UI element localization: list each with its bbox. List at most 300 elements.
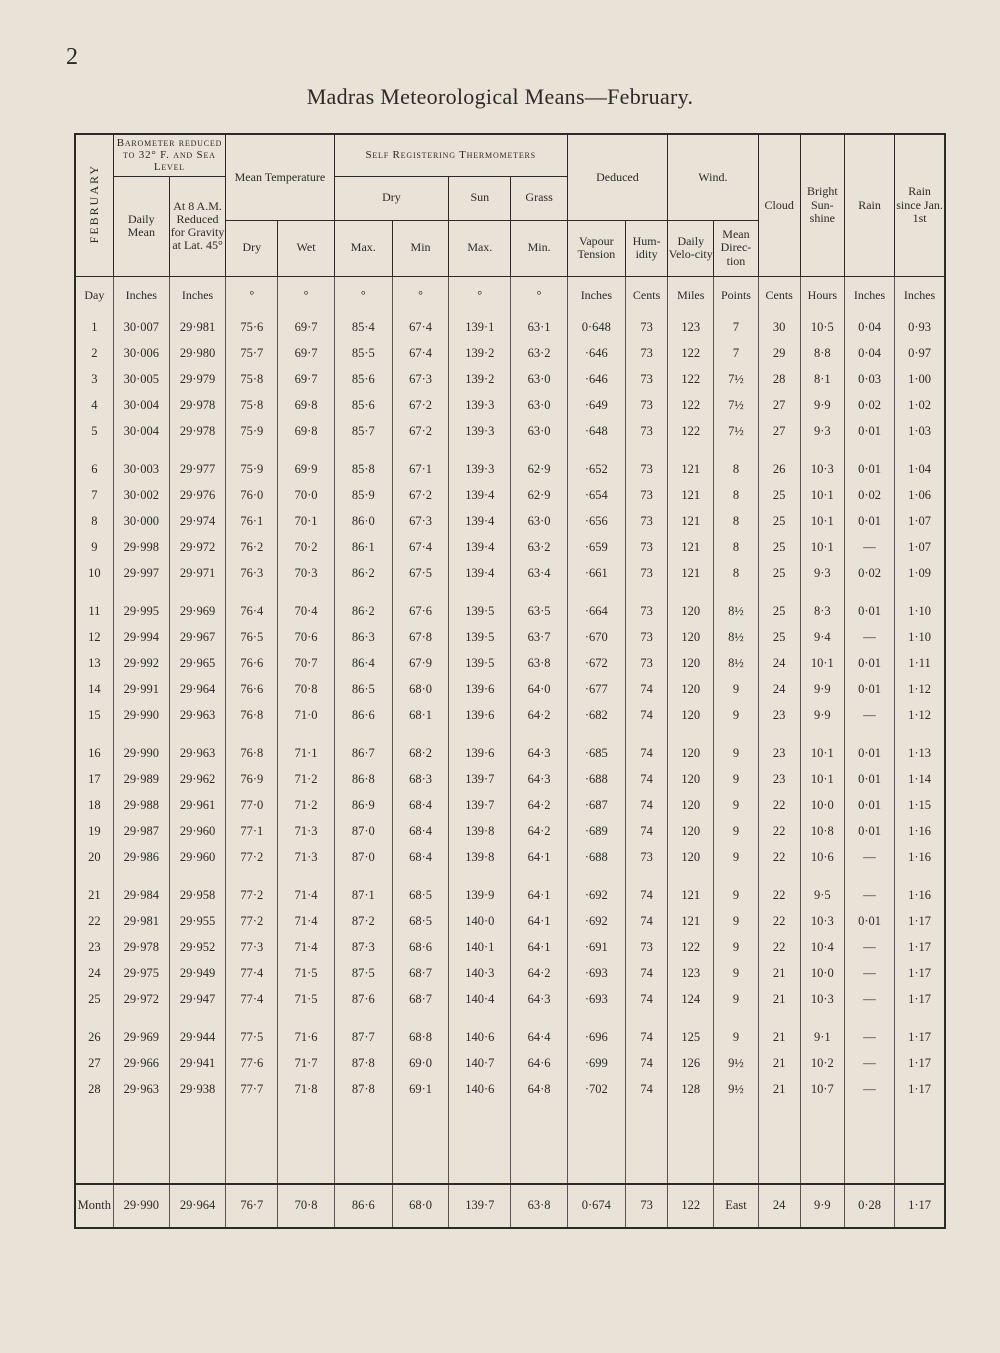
table-cell: Cents	[758, 276, 800, 315]
table-cell: 70·0	[278, 483, 334, 509]
table-cell: ·693	[567, 987, 625, 1025]
table-cell: 62·9	[511, 457, 567, 483]
table-cell: 71·3	[278, 819, 334, 845]
table-cell: 124	[668, 987, 714, 1025]
table-cell: 64·2	[511, 703, 567, 741]
table-cell: 1·16	[895, 883, 945, 909]
table-cell: 120	[668, 703, 714, 741]
table-cell: 75·9	[226, 419, 278, 457]
table-cell: 74	[625, 987, 667, 1025]
table-cell: 69·7	[278, 367, 334, 393]
table-cell: Day	[84, 288, 105, 302]
table-cell: 70·7	[278, 651, 334, 677]
table-cell: Month	[75, 1184, 113, 1228]
table-cell: 63·4	[511, 561, 567, 599]
table-cell: 140·4	[449, 987, 511, 1025]
table-cell: —	[844, 883, 894, 909]
table-cell: 29·990	[113, 703, 169, 741]
table-cell: 28	[88, 1082, 101, 1096]
table-cell: 73	[625, 509, 667, 535]
table-cell: 64·2	[511, 819, 567, 845]
table-cell: —	[844, 703, 894, 741]
table-row	[75, 599, 945, 625]
table-cell: 1·10	[895, 625, 945, 651]
table-cell: 29·971	[169, 561, 225, 599]
table-row	[75, 987, 945, 1025]
table-cell: 71·6	[278, 1025, 334, 1051]
table-cell: 29·938	[169, 1077, 225, 1103]
table-cell: 87·8	[334, 1077, 392, 1103]
table-cell: 29·975	[113, 961, 169, 987]
table-cell: 30·006	[113, 341, 169, 367]
table-cell: 73	[625, 393, 667, 419]
table-cell: 86·8	[334, 767, 392, 793]
table-cell: 71·5	[278, 961, 334, 987]
empty-cell	[668, 1103, 714, 1184]
table-cell: 87·8	[334, 1051, 392, 1077]
table-cell: 140·3	[449, 961, 511, 987]
header-sun: Sun	[449, 176, 511, 220]
header-grass: Grass	[511, 176, 567, 220]
table-cell: 30·003	[113, 457, 169, 483]
table-cell: 121	[668, 561, 714, 599]
table-cell: 23	[758, 767, 800, 793]
header-vapour: Vapour Tension	[567, 220, 625, 276]
table-cell: 77·5	[226, 1025, 278, 1051]
empty-cell	[75, 1103, 113, 1184]
header-velocity: Daily Velo-city	[668, 220, 714, 276]
table-cell: 67·4	[392, 315, 448, 341]
table-cell: 29·988	[113, 793, 169, 819]
table-cell: 22	[758, 845, 800, 883]
table-cell: °	[511, 276, 567, 315]
table-cell: 69·1	[392, 1077, 448, 1103]
table-cell: 0·01	[844, 767, 894, 793]
table-cell: 29·972	[113, 987, 169, 1025]
table-cell: 67·2	[392, 419, 448, 457]
table-cell: 14	[88, 682, 101, 696]
table-cell: 1·15	[895, 793, 945, 819]
table-cell: 9	[714, 741, 758, 767]
page-number: 2	[66, 44, 78, 70]
table-cell: ·672	[567, 651, 625, 677]
table-cell: 10·7	[800, 1077, 844, 1103]
table-cell: 74	[625, 793, 667, 819]
table-row	[75, 625, 945, 651]
table-cell: 77·3	[226, 935, 278, 961]
table-cell: 26	[88, 1030, 101, 1044]
table-cell: 120	[668, 767, 714, 793]
table-cell: 12	[88, 630, 101, 644]
table-cell: 125	[668, 1025, 714, 1051]
table-cell: 69·9	[278, 457, 334, 483]
table-cell: 10·1	[800, 509, 844, 535]
table-cell: 25	[758, 599, 800, 625]
table-cell: 5	[91, 424, 98, 438]
table-cell: 1·17	[895, 935, 945, 961]
table-cell: ·664	[567, 599, 625, 625]
table-cell: 25	[758, 483, 800, 509]
header-sunshine: Bright Sun-shine	[800, 134, 844, 276]
table-cell: 77·6	[226, 1051, 278, 1077]
table-cell: 140·0	[449, 909, 511, 935]
table-cell: 120	[668, 819, 714, 845]
table-cell: —	[844, 1051, 894, 1077]
table-cell: 139·3	[449, 419, 511, 457]
table-cell: 10·8	[800, 819, 844, 845]
table-cell: 73	[625, 561, 667, 599]
table-cell: 77·2	[226, 883, 278, 909]
table-cell: 67·4	[392, 535, 448, 561]
table-cell: 3	[91, 372, 98, 386]
table-cell: 120	[668, 845, 714, 883]
table-cell: 68·4	[392, 819, 448, 845]
table-cell: 30	[758, 315, 800, 341]
table-cell: 9	[714, 935, 758, 961]
table-cell: 25	[758, 561, 800, 599]
table-cell: 1·07	[895, 535, 945, 561]
table-cell: 68·3	[392, 767, 448, 793]
table-cell: 70·6	[278, 625, 334, 651]
table-cell: 85·5	[334, 341, 392, 367]
table-cell: 71·0	[278, 703, 334, 741]
header-rain-since: Rain since Jan. 1st	[895, 134, 945, 276]
table-cell: 29·978	[113, 935, 169, 961]
table-cell: 21	[758, 1077, 800, 1103]
table-row	[75, 1077, 945, 1103]
table-cell: 77·1	[226, 819, 278, 845]
empty-cell	[800, 1103, 844, 1184]
header-deduced: Deduced	[567, 134, 667, 220]
table-cell: 1·17	[895, 1025, 945, 1051]
table-cell: —	[844, 845, 894, 883]
table-row	[75, 819, 945, 845]
header-self-registering: Self Registering Thermometers	[334, 134, 567, 176]
table-cell: 8	[714, 457, 758, 483]
table-cell: 74	[625, 1077, 667, 1103]
table-cell: 63·0	[511, 367, 567, 393]
table-cell: 139·4	[449, 535, 511, 561]
table-cell: 73	[625, 651, 667, 677]
table-cell: 139·4	[449, 561, 511, 599]
table-cell: 139·2	[449, 367, 511, 393]
table-cell: 73	[625, 483, 667, 509]
empty-cell	[113, 1103, 169, 1184]
table-cell: 74	[625, 1051, 667, 1077]
table-cell: 71·8	[278, 1077, 334, 1103]
table-cell: 139·7	[449, 793, 511, 819]
table-cell: 29·961	[169, 793, 225, 819]
table-cell: 85·9	[334, 483, 392, 509]
table-cell: 86·6	[334, 1184, 392, 1228]
table-row	[75, 535, 945, 561]
table-cell: 29·976	[169, 483, 225, 509]
header-therm-dry: Dry	[334, 176, 449, 220]
table-cell: 64·2	[511, 793, 567, 819]
table-cell: 9½	[714, 1077, 758, 1103]
table-cell: 120	[668, 677, 714, 703]
table-cell: 0·02	[844, 483, 894, 509]
table-cell: 122	[668, 935, 714, 961]
table-cell: 139·5	[449, 599, 511, 625]
table-cell: 29·965	[169, 651, 225, 677]
table-cell: 120	[668, 651, 714, 677]
table-cell: °	[334, 276, 392, 315]
table-cell: 27	[758, 393, 800, 419]
table-cell: 87·3	[334, 935, 392, 961]
table-cell: 73	[625, 419, 667, 457]
table-cell: 68·0	[392, 677, 448, 703]
table-cell: 121	[668, 909, 714, 935]
table-row	[75, 677, 945, 703]
table-cell: 0·02	[844, 561, 894, 599]
table-cell: 85·7	[334, 419, 392, 457]
empty-cell	[625, 1103, 667, 1184]
table-cell: 29·979	[169, 367, 225, 393]
table-cell: 121	[668, 883, 714, 909]
table-cell: 29·958	[169, 883, 225, 909]
table-cell: Miles	[668, 276, 714, 315]
table-cell: 8½	[714, 625, 758, 651]
table-cell: —	[844, 987, 894, 1025]
table-cell: 73	[625, 935, 667, 961]
table-cell: 139·5	[449, 651, 511, 677]
header-wind: Wind.	[668, 134, 758, 220]
table-cell: 67·8	[392, 625, 448, 651]
table-row	[75, 909, 945, 935]
table-cell: 29·989	[113, 767, 169, 793]
table-cell: 29·972	[169, 535, 225, 561]
table-cell: 64·1	[511, 935, 567, 961]
table-cell: 8	[91, 514, 98, 528]
table-cell: —	[844, 625, 894, 651]
table-cell: 10·1	[800, 651, 844, 677]
table-cell: 73	[625, 599, 667, 625]
table-cell: 29·955	[169, 909, 225, 935]
table-cell: 8	[714, 535, 758, 561]
table-cell: Inches	[113, 276, 169, 315]
table-cell: 9	[714, 883, 758, 909]
table-cell: 29·978	[169, 419, 225, 457]
table-cell: ·661	[567, 561, 625, 599]
table-cell: 67·5	[392, 561, 448, 599]
table-row	[75, 483, 945, 509]
table-cell: 9·9	[800, 677, 844, 703]
table-cell: 77·7	[226, 1077, 278, 1103]
table-cell: 8	[714, 483, 758, 509]
table-row	[75, 1025, 945, 1051]
table-cell: 67·9	[392, 651, 448, 677]
table-cell: 69·8	[278, 419, 334, 457]
table-cell: 9	[714, 961, 758, 987]
table-cell: 121	[668, 457, 714, 483]
header-mean-temperature: Mean Temperature	[226, 134, 334, 220]
table-cell: 22	[88, 914, 101, 928]
table-cell: 85·4	[334, 315, 392, 341]
table-cell: 121	[668, 483, 714, 509]
table-cell: ·682	[567, 703, 625, 741]
table-cell: 0·648	[567, 315, 625, 341]
header-barometer: Barometer reduced to 32° F. and Sea Level	[113, 134, 226, 176]
table-row	[75, 767, 945, 793]
table-row	[75, 509, 945, 535]
table-cell: 18	[88, 798, 101, 812]
table-cell: 29·990	[113, 741, 169, 767]
table-cell: 6	[91, 462, 98, 476]
table-cell: 76·7	[226, 1184, 278, 1228]
table-cell: 122	[668, 419, 714, 457]
table-cell: 68·7	[392, 987, 448, 1025]
table-cell: 87·0	[334, 845, 392, 883]
table-cell: 63·8	[511, 651, 567, 677]
table-cell: 73	[625, 535, 667, 561]
table-cell: 21	[758, 987, 800, 1025]
table-cell: 77·4	[226, 961, 278, 987]
table-cell: 29·994	[113, 625, 169, 651]
table-cell: 139·4	[449, 483, 511, 509]
table-cell: 86·2	[334, 599, 392, 625]
table-cell: 139·3	[449, 457, 511, 483]
table-row	[75, 845, 945, 883]
table-cell: 10	[88, 566, 101, 580]
table-cell: 120	[668, 599, 714, 625]
table-cell: 86·6	[334, 703, 392, 741]
table-cell: 67·3	[392, 509, 448, 535]
table-cell: 123	[668, 315, 714, 341]
table-cell: 140·7	[449, 1051, 511, 1077]
table-cell: 29·960	[169, 819, 225, 845]
table-cell: 24	[758, 1184, 800, 1228]
table-cell: 29·944	[169, 1025, 225, 1051]
table-cell: 19	[88, 824, 101, 838]
table-cell: 8½	[714, 599, 758, 625]
table-cell: 71·5	[278, 987, 334, 1025]
table-cell: East	[714, 1184, 758, 1228]
table-row	[75, 651, 945, 677]
table-cell: 71·2	[278, 767, 334, 793]
table-cell: 29·963	[169, 703, 225, 741]
table-cell: 0·01	[844, 457, 894, 483]
table-cell: 71·4	[278, 909, 334, 935]
table-cell: 21	[758, 961, 800, 987]
table-cell: 76·8	[226, 741, 278, 767]
table-cell: °	[278, 276, 334, 315]
table-cell: Points	[714, 276, 758, 315]
table-cell: 9	[714, 909, 758, 935]
table-cell: 1·17	[895, 987, 945, 1025]
table-cell: 15	[88, 708, 101, 722]
table-cell: 64·2	[511, 961, 567, 987]
table-cell: 64·1	[511, 909, 567, 935]
table-cell: 67·6	[392, 599, 448, 625]
table-cell: 86·9	[334, 793, 392, 819]
table-cell: 0·01	[844, 819, 894, 845]
table-cell: 8	[714, 509, 758, 535]
table-row	[75, 883, 945, 909]
table-cell: 29·941	[169, 1051, 225, 1077]
table-cell: 63·0	[511, 509, 567, 535]
table-cell: 13	[88, 656, 101, 670]
table-cell: 139·6	[449, 677, 511, 703]
table-cell: 63·5	[511, 599, 567, 625]
empty-cell	[449, 1103, 511, 1184]
table-cell: 87·6	[334, 987, 392, 1025]
table-row	[75, 419, 945, 457]
table-cell: 21	[758, 1025, 800, 1051]
table-cell: 25	[88, 992, 101, 1006]
table-cell: 0·01	[844, 599, 894, 625]
table-cell: —	[844, 1025, 894, 1051]
table-cell: Inches	[895, 276, 945, 315]
table-cell: 64·8	[511, 1077, 567, 1103]
meteorological-table	[74, 133, 946, 1229]
table-cell: 0·01	[844, 419, 894, 457]
table-cell: 22	[758, 935, 800, 961]
table-cell: 30·005	[113, 367, 169, 393]
table-cell: 139·7	[449, 767, 511, 793]
table-cell: 67·3	[392, 367, 448, 393]
table-cell: 25	[758, 535, 800, 561]
table-cell: 0·674	[567, 1184, 625, 1228]
table-cell: 1·07	[895, 509, 945, 535]
table-cell: 7½	[714, 393, 758, 419]
empty-cell	[334, 1103, 392, 1184]
table-cell: 1·17	[895, 961, 945, 987]
table-cell: 73	[625, 1184, 667, 1228]
table-cell: 74	[625, 741, 667, 767]
header-sun-max: Max.	[449, 220, 511, 276]
table-cell: ·693	[567, 961, 625, 987]
table-cell: 10·1	[800, 767, 844, 793]
table-row	[75, 315, 945, 341]
table-cell: 0·01	[844, 509, 894, 535]
table-cell: 9	[714, 1025, 758, 1051]
table-cell: 1·12	[895, 703, 945, 741]
table-cell: 10·4	[800, 935, 844, 961]
table-cell: 68·5	[392, 909, 448, 935]
table-cell: 29·977	[169, 457, 225, 483]
table-cell: 9·3	[800, 561, 844, 599]
table-cell: 139·3	[449, 393, 511, 419]
table-cell: 23	[758, 741, 800, 767]
table-row	[75, 741, 945, 767]
table-cell: 1·00	[895, 367, 945, 393]
table-cell: 139·2	[449, 341, 511, 367]
table-cell: 73	[625, 367, 667, 393]
table-cell: 8·1	[800, 367, 844, 393]
table-cell: 68·8	[392, 1025, 448, 1051]
table-cell: 29·962	[169, 767, 225, 793]
table-cell: 9	[714, 767, 758, 793]
table-cell: 29·960	[169, 845, 225, 883]
table-cell: —	[844, 961, 894, 987]
table-cell: 68·5	[392, 883, 448, 909]
table-cell: 73	[625, 315, 667, 341]
table-cell: 73	[625, 341, 667, 367]
header-month	[75, 134, 113, 276]
table-cell: 74	[625, 703, 667, 741]
table-cell: 0·01	[844, 741, 894, 767]
table-cell: 64·4	[511, 1025, 567, 1051]
table-cell: 63·2	[511, 535, 567, 561]
table-cell: 74	[625, 961, 667, 987]
table-row	[75, 961, 945, 987]
table-cell: 30·004	[113, 419, 169, 457]
table-cell: 140·6	[449, 1077, 511, 1103]
empty-cell	[511, 1103, 567, 1184]
table-cell: 64·3	[511, 767, 567, 793]
table-cell: 75·6	[226, 315, 278, 341]
